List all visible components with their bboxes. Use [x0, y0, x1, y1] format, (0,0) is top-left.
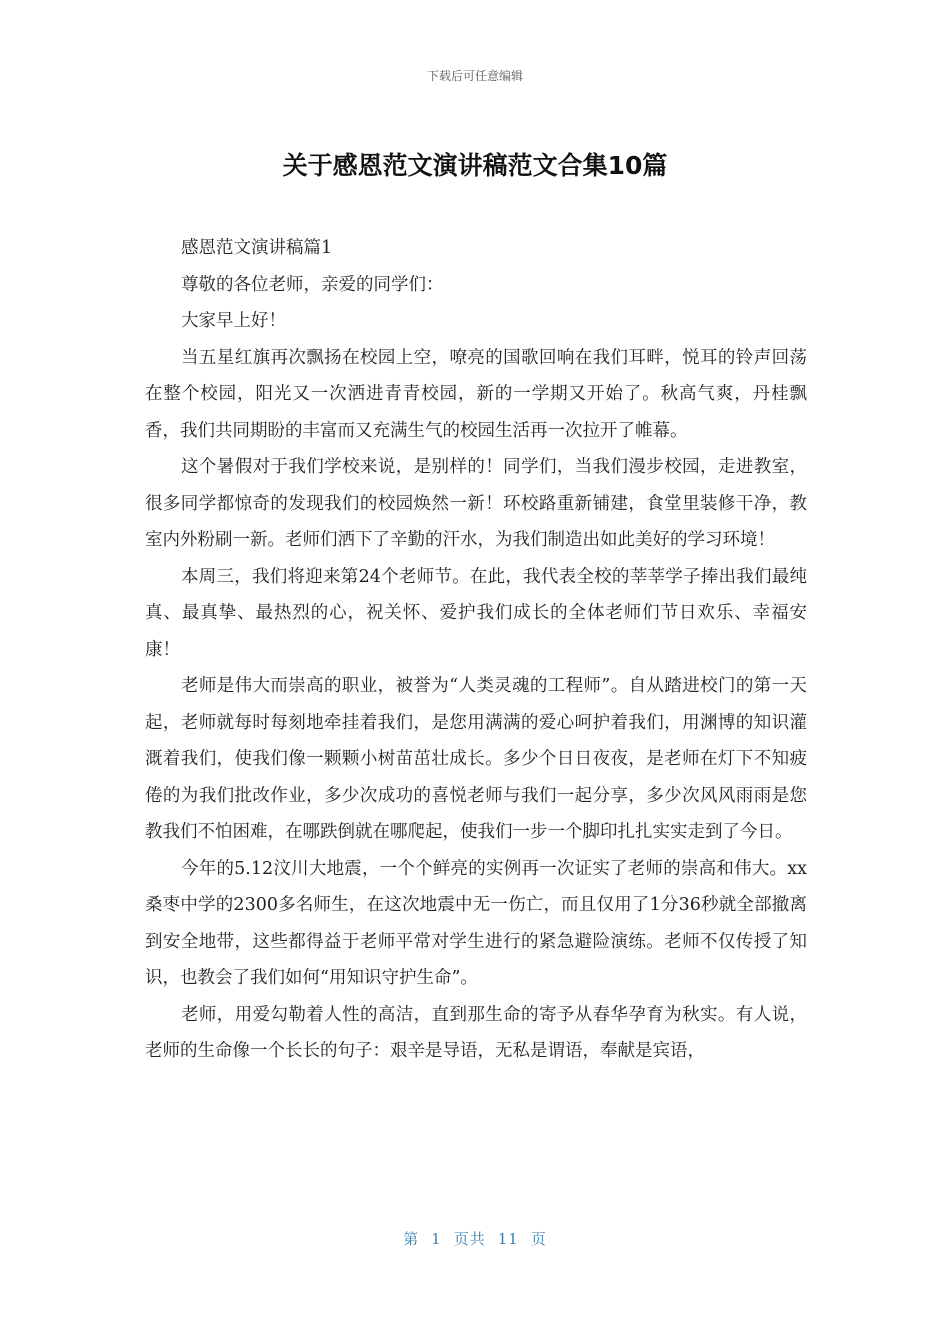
- paragraph: 当五星红旗再次飘扬在校园上空，嘹亮的国歌回响在我们耳畔，悦耳的铃声回荡在整个校园，阳光又一次洒进青青校园，新的一学期又开始了。秋高气爽，丹桂飘香，我们共同期盼的丰富而又充满生气的校园生活再一次拉开了帷幕。: [145, 347, 807, 441]
- total-pages-number: 11: [497, 1230, 519, 1248]
- paragraph: 本周三，我们将迎来第24个老师节。在此，我代表全校的莘莘学子捧出我们最纯真、最真挚、最热烈的心，祝关怀、爱护我们成长的全体老师们节日欢乐、幸福安康！: [145, 566, 807, 660]
- page-footer: [0, 1228, 950, 1249]
- paragraph: 老师，用爱勾勒着人性的高洁，直到那生命的寄予从春华孕育为秋实。有人说，老师的生命像一个长长的句子：艰辛是导语，无私是谓语，奉献是宾语，: [145, 1004, 807, 1061]
- header-note: 下载后可任意编辑: [426, 69, 523, 83]
- paragraph-greeting: 大家早上好！: [181, 311, 286, 331]
- paragraph: 今年的5.12汶川大地震，一个个鲜亮的实例再一次证实了老师的崇高和伟大。xx桑枣中学的2300多名师生，在这次地震中无一伤亡，而且仅用了1分36秒就全部撤离到安全地带，这些都得益于老师平常对学生进行的紧急避险演练。老师不仅传授了知识，也教会了我们如何“用知识守护生命”。: [145, 858, 807, 988]
- page-suffix: 页: [530, 1230, 547, 1248]
- current-page-number: 1: [431, 1230, 442, 1248]
- paragraph-salutation: 尊敬的各位老师，亲爱的同学们：: [181, 274, 444, 295]
- page-prefix: 第: [403, 1230, 420, 1248]
- paragraph: 老师是伟大而崇高的职业，被誉为“人类灵魂的工程师”。自从踏进校门的第一天起，老师就每时每刻地牵挂着我们，是您用满满的爱心呵护着我们，用渊博的知识灌溉着我们，使我们像一颗颗小树苗茁壮成长。多少个日日夜夜，是老师在灯下不知疲倦的为我们批改作业，多少次成功的喜悦老师与我们一起分享，多少次风风雨雨是您教我们不怕困难，在哪跌倒就在哪爬起，使我们一步一个脚印扎扎实实走到了今日。: [145, 676, 807, 842]
- paragraph-section-heading: 感恩范文演讲稿篇1: [181, 238, 333, 258]
- document-body: [145, 230, 807, 1070]
- document-title: 关于感恩范文演讲稿范文合集10篇: [282, 151, 668, 180]
- page-mid: 页共: [453, 1230, 486, 1248]
- paragraph: 这个暑假对于我们学校来说，是别样的！同学们，当我们漫步校园，走进教室，很多同学都惊奇的发现我们的校园焕然一新！环校路重新铺建，食堂里装修干净，教室内外粉刷一新。老师们洒下了辛勤的汗水，为我们制造出如此美好的学习环境！: [145, 457, 807, 550]
